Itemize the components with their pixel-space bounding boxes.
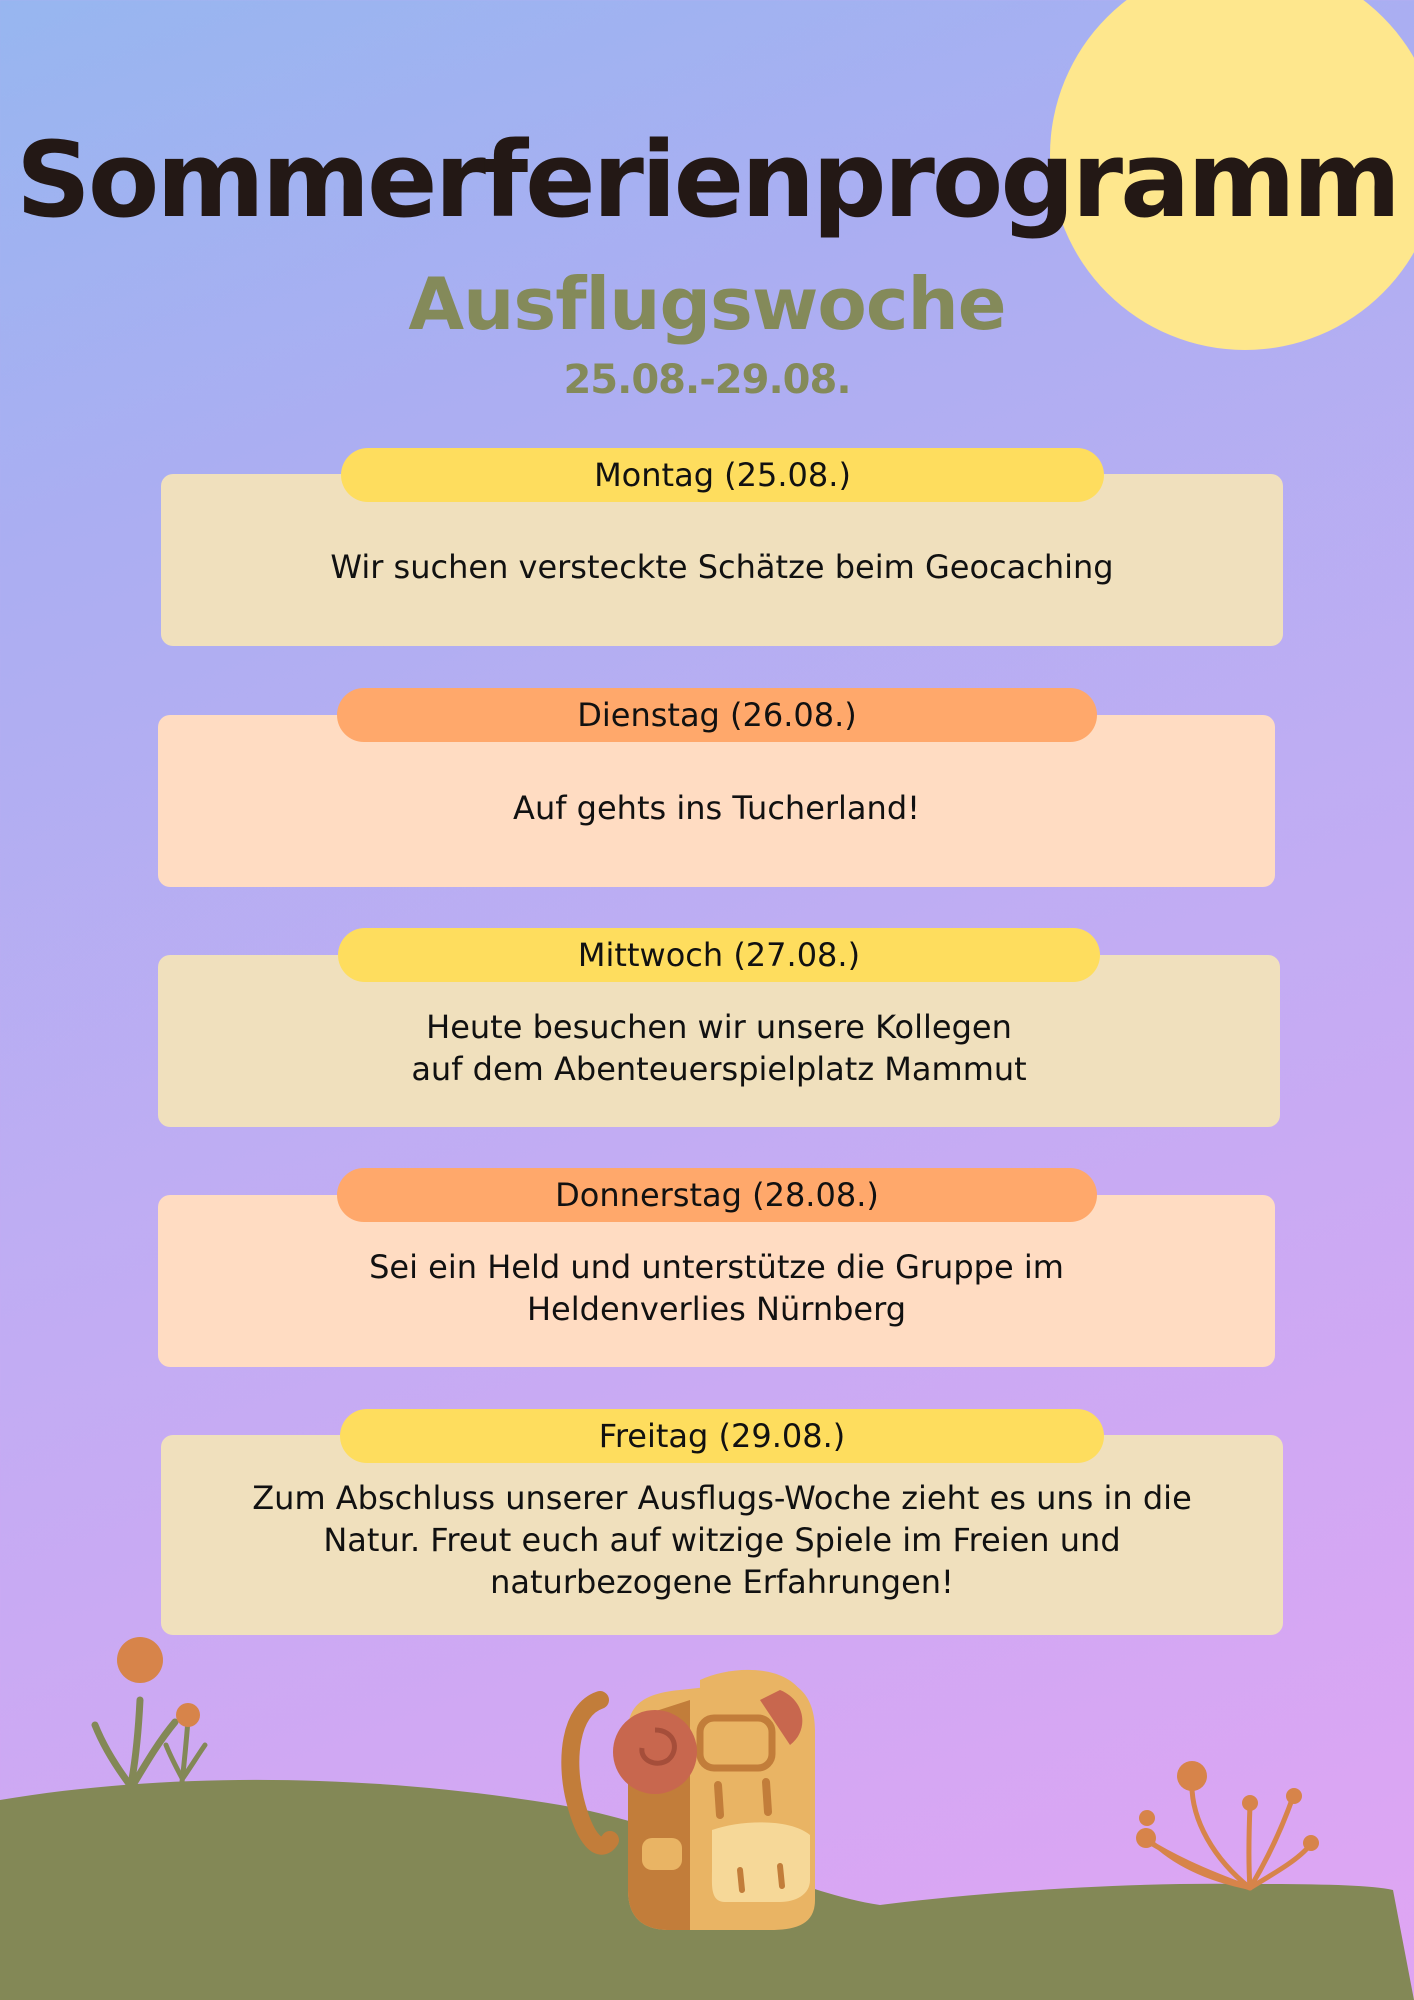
dandelion-icon <box>1136 1761 1319 1888</box>
flower-icon <box>95 1637 205 1790</box>
day-card-text: Wir suchen versteckte Schätze beim Geocaching <box>330 548 1114 586</box>
day-pill-wednesday: Mittwoch (27.08.) <box>338 928 1100 982</box>
day-card-text: Zum Abschluss unserer Ausflugs-Woche zieht es uns in die Natur. Freut euch auf witzige Spiele im Freien und naturbezogene Erfahrungen! <box>252 1479 1192 1601</box>
day-card-text: Sei ein Held und unterstütze die Gruppe im Heldenverlies Nürnberg <box>369 1248 1064 1328</box>
day-pill-monday: Montag (25.08.) <box>341 448 1104 502</box>
backpack-icon <box>570 1670 815 1930</box>
day-pill-thursday: Donnerstag (28.08.) <box>337 1168 1097 1222</box>
day-card-text: Heute besuchen wir unsere Kollegen auf dem Abenteuerspielplatz Mammut <box>411 1008 1027 1088</box>
day-card-text: Auf gehts ins Tucherland! <box>513 789 920 827</box>
poster-title: Sommerferienprogramm <box>15 119 1399 241</box>
date-range: 25.08.-29.08. <box>563 357 851 403</box>
day-pill-friday: Freitag (29.08.) <box>340 1409 1104 1463</box>
poster-subtitle: Ausflugswoche <box>408 262 1006 346</box>
day-card-friday <box>161 1435 1283 1635</box>
day-pill-tuesday: Dienstag (26.08.) <box>337 688 1097 742</box>
hill-shape <box>0 1780 1414 2000</box>
